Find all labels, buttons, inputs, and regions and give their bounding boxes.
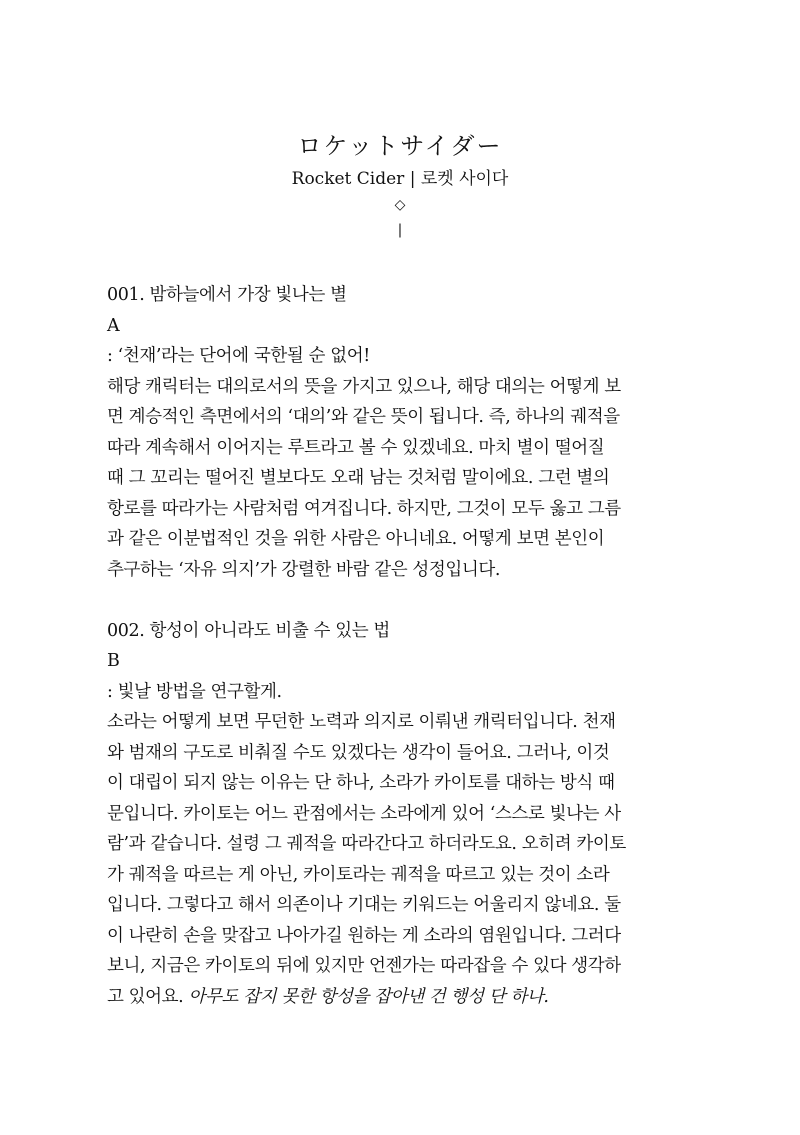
paragraph-line: 추구하는 ‘자유 의지’가 강렬한 바람 같은 성정입니다.: [107, 559, 501, 580]
paragraph-last-line: [107, 982, 697, 1013]
paragraph-line: 해당 캐릭터는 대의로서의 뜻을 가지고 있으나, 해당 대의는 어떻게 보: [107, 376, 621, 397]
section-heading: 001. 밤하늘에서 가장 빛나는 별: [107, 285, 347, 305]
page-subtitle: Rocket Cider | 로켓 사이다: [291, 169, 509, 189]
document-body: [107, 280, 697, 1043]
paragraph-line: 따라 계속해서 이어지는 루트라고 볼 수 있겠네요. 마치 별이 떨어질: [107, 437, 605, 458]
paragraph-line: 항로를 따라가는 사람처럼 여겨집니다. 하지만, 그것이 모두 옳고 그름: [107, 498, 621, 519]
section-grade: A: [107, 315, 120, 336]
closing-italic-quote: 아무도 잡지 못한 항성을 잡아낸 건 행성 단 하나.: [188, 986, 549, 1007]
paragraph-line: 소라는 어떻게 보면 무던한 노력과 의지로 이뤄낸 캐릭터입니다. 천재: [107, 712, 616, 732]
paragraph-line: 람’과 같습니다. 설령 그 궤적을 따라간다고 하더라도요. 오히려 카이토: [107, 834, 626, 854]
paragraph-line: 와 범재의 구도로 비춰질 수도 있겠다는 생각이 들어요. 그러나, 이것: [107, 742, 610, 763]
section-paragraph: [107, 372, 697, 586]
paragraph-line: 때 그 꼬리는 떨어진 별보다도 오래 남는 것처럼 말이에요. 그런 별의: [107, 468, 610, 488]
section-002: [107, 616, 697, 1013]
paragraph-line: 이 대립이 되지 않는 이유는 단 하나, 소라가 카이토를 대하는 방식 때: [107, 773, 615, 793]
document-header: [0, 128, 800, 240]
section-001: [107, 280, 697, 585]
diamond-ornament-icon: ◇: [394, 197, 406, 213]
paragraph-line: 문입니다. 카이토는 어느 관점에서는 소라에게 있어 ‘스스로 빛나는 사: [107, 803, 621, 824]
section-quote: : ‘천재’라는 단어에 국한될 순 없어!: [107, 346, 370, 366]
paragraph-line: 이 나란히 손을 맞잡고 나아가길 원하는 게 소라의 염원입니다. 그러다: [107, 925, 621, 946]
vertical-divider: |: [397, 222, 403, 238]
section-heading: 002. 항성이 아니라도 비출 수 있는 법: [107, 620, 390, 641]
paragraph-line: 보니, 지금은 카이토의 뒤에 있지만 언젠가는 따라잡을 수 있다 생각하: [107, 956, 621, 976]
section-grade: B: [107, 651, 120, 671]
paragraph-line: 면 계승적인 측면에서의 ‘대의’와 같은 뜻이 됩니다. 즉, 하나의 궤적을: [107, 407, 620, 427]
section-paragraph: [107, 707, 697, 1012]
section-quote: : 빛날 방법을 연구할게.: [107, 681, 282, 702]
paragraph-line: 입니다. 그렇다고 해서 의존이나 기대는 키워드는 어울리지 않네요. 둘: [107, 895, 621, 915]
page-title: ロケットサイダー: [297, 132, 503, 160]
paragraph-line: 과 같은 이분법적인 것을 위한 사람은 아니네요. 어떻게 보면 본인이: [107, 529, 605, 549]
paragraph-line: 가 궤적을 따르는 게 아닌, 카이토라는 궤적을 따르고 있는 것이 소라: [107, 864, 610, 885]
last-line-plain-text: 고 있어요.: [107, 986, 189, 1007]
